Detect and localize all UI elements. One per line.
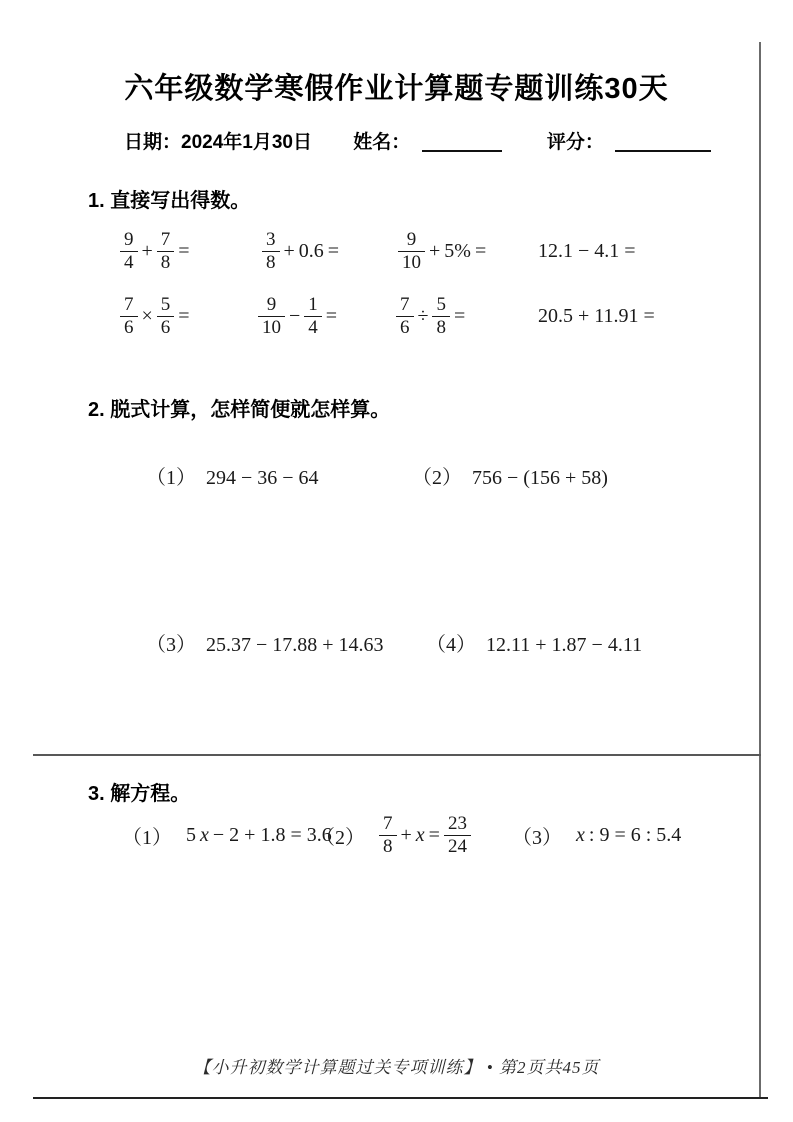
equation-problem-1: [122, 805, 332, 865]
fraction: $\frac{5}{6}$: [157, 294, 175, 338]
section-divider-line: [33, 754, 761, 756]
problem-number: （1）: [122, 826, 172, 849]
math-text: =: [453, 304, 466, 327]
math-text: 5: [186, 823, 196, 846]
math-text: ×: [141, 304, 153, 327]
math-variable: x: [576, 823, 585, 846]
page-right-border-line: [759, 42, 761, 1098]
fraction: $\frac{7}{8}$: [157, 229, 175, 273]
section3-heading: 3. 解方程。: [88, 783, 191, 805]
score-label: 评分：: [546, 132, 604, 153]
math-text: 5%: [444, 239, 471, 262]
math-text: =: [327, 239, 340, 262]
quick-problem-2: [262, 222, 339, 280]
quick-problem-7: [396, 287, 465, 345]
math-text: 0.6: [298, 239, 324, 262]
equation-expression: [379, 813, 471, 857]
quick-problem-5: [120, 287, 190, 345]
written-problem-4: [406, 605, 642, 680]
page-footer: 【小升初数学计算题过关专项训练】 • 第2页共45页: [193, 1058, 600, 1077]
math-text: +: [141, 239, 153, 262]
problem-number: （2）: [315, 826, 365, 849]
fraction: $\frac{9}{10}$: [398, 229, 425, 273]
problem-expression: 12.11 + 1.87 − 4.11: [486, 634, 643, 656]
section1-heading: 1. 直接写出得数。: [88, 190, 251, 212]
quick-problem-1: [120, 222, 190, 280]
fraction: $\frac{9}{4}$: [120, 229, 138, 273]
header-meta-row: [124, 127, 711, 154]
math-text: −: [289, 304, 301, 327]
problem-number: （3）: [146, 634, 196, 656]
page-title: 六年级数学寒假作业计算题专题训练30天: [124, 73, 669, 105]
math-text: − 2 + 1.8 = 3.6: [212, 823, 332, 846]
math-text: +: [429, 239, 441, 262]
quick-problem-3: [398, 222, 486, 280]
written-problem-2: [392, 438, 608, 513]
problem-expression: 756 − (156 + 58): [472, 467, 608, 489]
math-text: =: [428, 823, 440, 846]
equation-expression: [576, 824, 681, 847]
math-text: =: [178, 239, 190, 262]
math-text: =: [325, 304, 338, 327]
math-text: =: [474, 239, 487, 262]
problem-number: （4）: [426, 634, 476, 656]
math-text: 20.5 + 11.91 =: [538, 304, 655, 327]
section2-heading: 2. 脱式计算，怎样简便就怎样算。: [88, 399, 391, 421]
problem-number: （3）: [512, 826, 562, 849]
math-text: : 9 = 6 : 5.4: [588, 823, 682, 846]
problem-number: （1）: [146, 467, 196, 489]
problem-number: （2）: [412, 467, 462, 489]
page-bottom-border-line: [33, 1097, 768, 1099]
written-problem-3: [126, 605, 384, 680]
equation-expression: [186, 824, 332, 847]
fraction: $\frac{9}{10}$: [258, 294, 285, 338]
fraction: $\frac{7}{6}$: [396, 294, 414, 338]
math-text: 12.1 − 4.1 =: [538, 239, 636, 262]
fraction: $\frac{5}{8}$: [432, 294, 450, 338]
math-variable: x: [415, 823, 425, 846]
name-label: 姓名：: [353, 132, 411, 153]
equation-problem-2: [315, 805, 471, 865]
quick-problem-6: [258, 287, 337, 345]
problem-expression: 25.37 − 17.88 + 14.63: [206, 634, 384, 656]
equation-problem-3: [512, 805, 681, 865]
quick-problem-4: [538, 222, 636, 280]
math-text: ÷: [417, 304, 429, 327]
math-variable: x: [200, 823, 209, 846]
date-label: 日期：2024年1月30日: [124, 132, 312, 153]
quick-problem-8: [538, 287, 655, 345]
math-text: +: [283, 239, 295, 262]
written-problem-1: [126, 438, 319, 513]
problem-expression: 294 − 36 − 64: [206, 467, 319, 489]
score-blank-line: [615, 150, 711, 152]
fraction: $\frac{7}{8}$: [379, 813, 397, 857]
fraction: $\frac{3}{8}$: [262, 229, 280, 273]
name-blank-line: [422, 150, 502, 152]
math-text: =: [178, 304, 190, 327]
fraction: $\frac{1}{4}$: [304, 294, 322, 338]
math-text: +: [400, 823, 412, 846]
fraction: $\frac{23}{24}$: [444, 813, 471, 857]
fraction: $\frac{7}{6}$: [120, 294, 138, 338]
